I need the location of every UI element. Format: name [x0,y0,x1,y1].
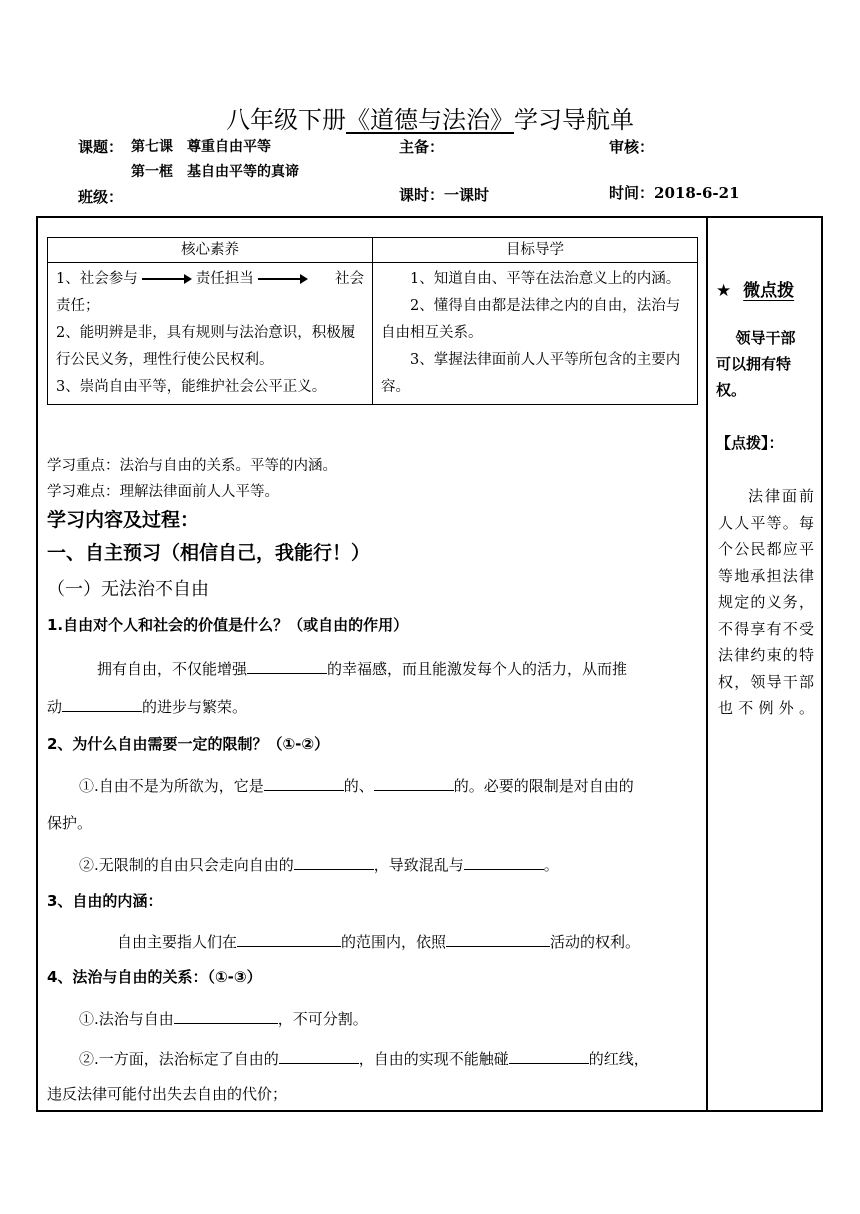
goal-item-3: 3、掌握法律面前人人平等所包含的主要内容。 [381,352,681,395]
fill-blank[interactable] [174,1005,278,1024]
lesson-label: 课题： [78,138,124,156]
fill-blank[interactable] [509,1045,589,1064]
q4-answer-2-cont: 违反法律可能付出失去自由的代价； [47,1085,288,1103]
subsection-1-heading: （一）无法治不自由 [47,579,209,600]
fill-blank[interactable] [247,655,327,674]
learning-goals-header: 目标导学 [373,238,698,263]
q1-answer-line2: 动 的进步与繁荣。 [47,693,702,717]
question-3: 3、自由的内涵： [47,892,163,910]
title-book: 《道德与法治》 [346,106,514,134]
preparer-label: 主备： [399,138,445,156]
sidebar-divider [706,216,708,1112]
sidebar-title: ★ 微点拨 [716,281,795,301]
literacy-item-1-cont: 责任； [56,298,100,314]
class-label: 班级： [78,188,124,206]
reviewer-label: 审核： [609,138,655,156]
date-field [609,182,740,203]
fill-blank[interactable] [264,772,344,791]
q4-answer-1: ①.法治与自由 ，不可分割。 [47,1005,702,1029]
q1-answer-line1: 拥有自由，不仅能增强 的幸福感，而且能激发每个人的活力，从而推 [47,655,702,679]
question-4: 4、法治与自由的关系：（①-③） [47,968,262,986]
fill-blank[interactable] [446,928,550,947]
page-title [0,100,860,135]
q2-answer-1: ①.自由不是为所欲为，它是 的、 的。必要的限制是对自由的 [47,772,702,796]
core-literacy-cell [48,263,373,405]
fill-blank[interactable] [294,851,374,870]
fill-blank[interactable] [374,772,454,791]
arrow-right-icon [258,273,308,283]
literacy-item-3: 3、崇尚自由平等，能维护社会公平正义。 [56,379,327,395]
star-icon: ★ [716,281,732,301]
goal-item-1: 1、知道自由、平等在法治意义上的内涵。 [410,271,681,287]
objectives-table [47,237,698,405]
date-label: 时间： [609,184,655,202]
difficulty: 学习难点：理解法律面前人人平等。 [47,484,279,500]
literacy-item-1: 1、社会参与 责任担当 社会 [56,271,364,287]
goal-item-2: 2、懂得自由都是法律之内的自由，法治与自由相互关系。 [381,298,681,341]
key-point: 学习重点：法治与自由的关系。平等的内涵。 [47,458,337,474]
fill-blank[interactable] [279,1045,359,1064]
learning-goals-cell [373,263,698,405]
fill-blank[interactable] [237,928,341,947]
fill-blank[interactable] [464,851,544,870]
sidebar-hint-text: 法律面前人人平等。每个公民都应平等地承担法律规定的义务，不得享有不受法律约束的特权，领导干部也不例外。 [718,487,814,717]
title-suffix: 学习导航单 [514,106,634,134]
core-literacy-header: 核心素养 [48,238,373,263]
process-title: 学习内容及过程： [47,509,200,531]
section-1-heading: 一、自主预习（相信自己，我能行！） [47,542,371,564]
lesson-line2: 第一框 基自由平等的真谛 [131,164,299,180]
sidebar-note: 领导干部可以拥有特权。 [716,329,796,399]
sidebar-hint-label: 【点拨】： [716,434,784,452]
question-1: 1.自由对个人和社会的价值是什么？（或自由的作用） [47,616,409,634]
literacy-item-2: 2、能明辨是非，具有规则与法治意识，积极履行公民义务，理性行使公民权利。 [56,325,356,368]
arrow-right-icon [142,273,192,283]
date-value: 2018-6-21 [654,184,740,202]
period-label: 课时：一课时 [399,186,490,204]
q4-answer-2: ②.一方面，法治标定了自由的 ，自由的实现不能触碰 的红线， [47,1045,702,1069]
q2-answer-2: ②.无限制的自由只会走向自由的 ，导致混乱与 。 [47,851,702,875]
q3-answer: 自由主要指人们在 的范围内，依照 活动的权利。 [47,928,702,952]
question-2: 2、为什么自由需要一定的限制？（①-②） [47,735,330,753]
q2-answer-1-cont: 保护。 [47,814,93,832]
lesson-line1: 第七课 尊重自由平等 [131,139,271,155]
fill-blank[interactable] [62,693,142,712]
title-prefix: 八年级下册 [226,106,346,134]
